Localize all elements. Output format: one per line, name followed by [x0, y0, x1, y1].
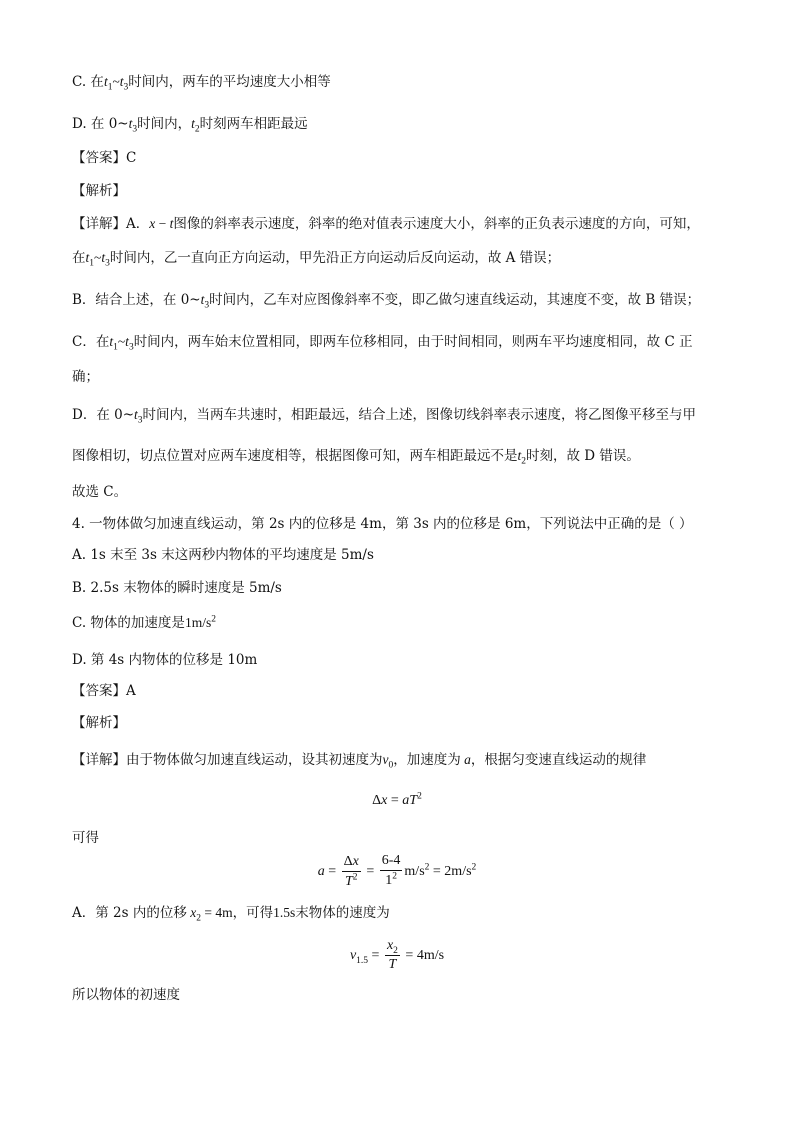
q4-answer: 【答案】A [72, 683, 136, 699]
q4-kede: 可得 [72, 830, 99, 846]
formula-acceleration: a = $\frac{\Delta x}{T^2}$ = $\frac{6-4}{1^2}$ $m/s^2 = 2m/s^2$ [317, 853, 477, 889]
q4-option-c: C. 物体的加速度是$1m/s^2$ [72, 614, 216, 631]
q3-detail-c-line1: C．在$t_1\sim t_3$时间内，两车始末位置相同，即两车位移相同，由于时间相同，则两车平均速度相同，故 C 正 [72, 334, 693, 353]
formula-delta-x: $\Delta x = aT^2$ [372, 791, 422, 808]
q3-option-d: D. 在 $0\sim t_3$时间内，$t_2$时刻两车相距最远 [72, 116, 308, 135]
q3-detail-a-line2: 在$t_1\sim t_3$时间内，乙一直向正方向运动，甲先沿正方向运动后反向运动，故 A 错误； [72, 250, 561, 269]
q3-answer: 【答案】C [72, 150, 137, 166]
q3-conclusion: 故选 C。 [72, 484, 128, 500]
q4-option-b: B. 2.5s 末物体的瞬时速度是 5m/s [72, 580, 282, 596]
q4-option-d: D. 第 4s 内物体的位移是 10m [72, 652, 258, 668]
q4-initial-velocity: 所以物体的初速度 [72, 987, 180, 1003]
q3-detail-d-line2: 图像相切，切点位置对应两车速度相等，根据图像可知，两车相距最远不是$t_2$时刻，故 D 错误。 [72, 448, 640, 467]
q3-detail-d-line1: D．在 $0\sim t_3$时间内，当两车共速时，相距最远，结合上述，图像切线斜率表示速度，将乙图像平移至与甲 [72, 407, 697, 426]
formula-velocity-1-5: $v_{1.5}$ = $\frac{x_2}{T}$ = 4m/s [349, 938, 445, 972]
q3-detail-b: B．结合上述，在 $0\sim t_3$时间内，乙车对应图像斜率不变，即乙做匀速直线运动，其速度不变，故 B 错误； [72, 292, 701, 311]
q4-detail-a: A．第 2s 内的位移 $x_2 = 4m$，可得1.5s末物体的速度为 [72, 905, 390, 924]
q3-detail-c-line2: 确； [72, 369, 99, 385]
q4-detail-line1: 【详解】由于物体做匀加速直线运动，设其初速度为$v_0$，加速度为 a，根据匀变速直线运动的规律 [72, 752, 647, 771]
q4-analysis-label: 【解析】 [72, 715, 126, 731]
q3-analysis-label: 【解析】 [72, 183, 126, 199]
q4-option-a: A. 1s 末至 3s 末这两秒内物体的平均速度是 5m/s [72, 547, 374, 563]
q3-detail-a-line1: 【详解】A．x − t图像的斜率表示速度，斜率的绝对值表示速度大小，斜率的正负表示速度的方向，可知， [72, 216, 700, 232]
q3-option-c: C. 在$t_1\sim t_3$时间内，两车的平均速度大小相等 [72, 74, 331, 93]
q4-stem: 4. 一物体做匀加速直线运动，第 2s 内的位移是 4m，第 3s 内的位移是 6m，下列说法中正确的是（ ） [72, 516, 693, 532]
